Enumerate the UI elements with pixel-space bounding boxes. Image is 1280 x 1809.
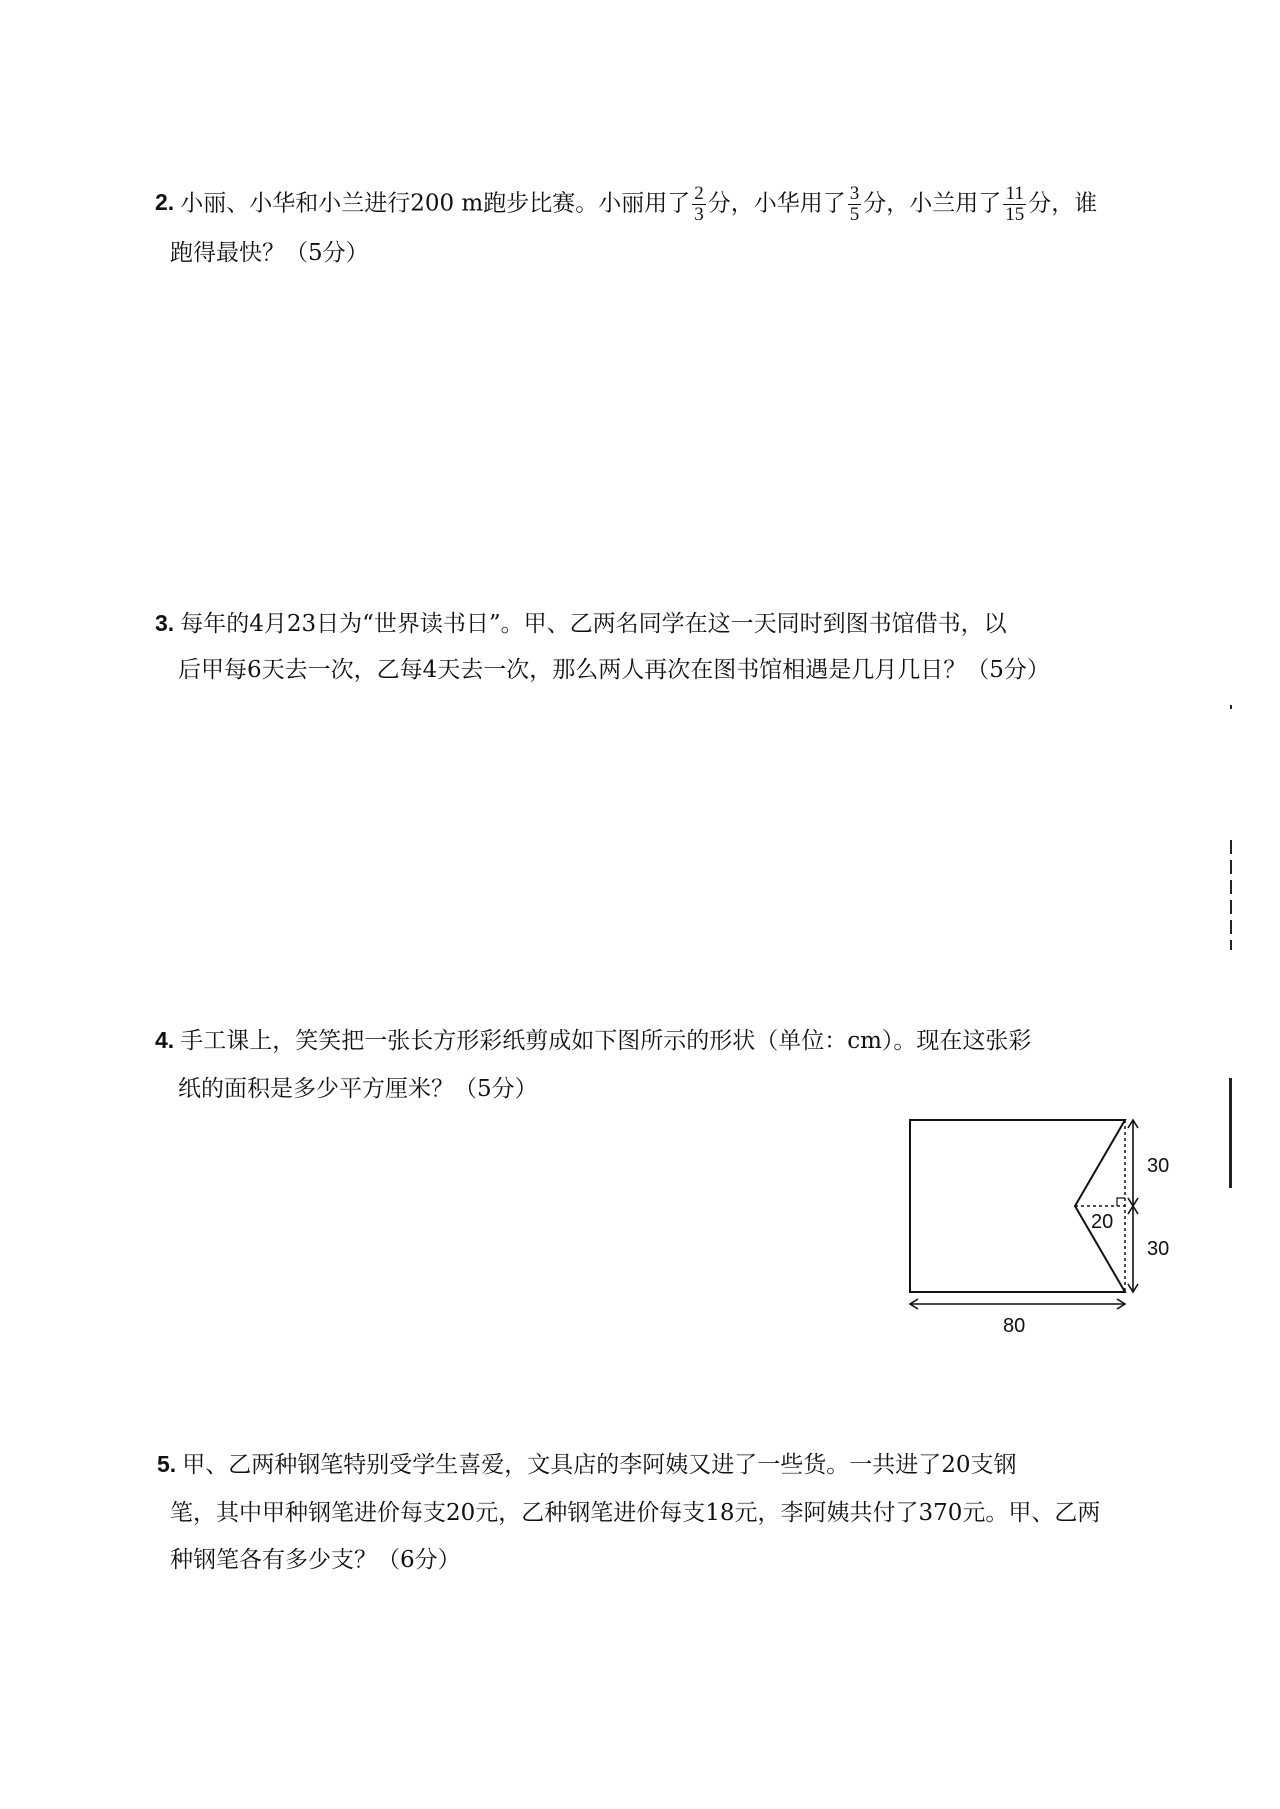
fraction-numerator: 11 bbox=[1003, 184, 1026, 205]
q2-text-line2: 跑得最快？（5分） bbox=[170, 240, 369, 266]
q5-text-line3: 种钢笔各有多少支？（6分） bbox=[170, 1547, 461, 1573]
question-4-line-2 bbox=[178, 1078, 538, 1101]
question-5-line-1 bbox=[157, 1453, 1016, 1477]
label-width-80: 80 bbox=[1003, 1315, 1026, 1337]
fraction-denominator: 3 bbox=[694, 203, 704, 225]
q4-text-line1: 手工课上，笑笑把一张长方形彩纸剪成如下图所示的形状（单位：cm）。现在这张彩 bbox=[180, 1028, 1032, 1054]
q2-text-b: 分，小华用了 bbox=[707, 190, 846, 217]
label-top-30: 30 bbox=[1147, 1155, 1170, 1177]
fraction-11-15 bbox=[1003, 184, 1026, 225]
q4-text-line2: 纸的面积是多少平方厘米？（5分） bbox=[178, 1076, 538, 1102]
label-notch-20: 20 bbox=[1091, 1211, 1114, 1233]
q3-text-line2: 后甲每6天去一次，乙每4天去一次，那么两人再次在图书馆相遇是几月几日？（5分） bbox=[178, 657, 1050, 683]
q5-text-line1: 甲、乙两种钢笔特别受学生喜爱，文具店的李阿姨又进了一些货。一共进了20支钢 bbox=[182, 1452, 1017, 1478]
question-3-line-1 bbox=[155, 612, 1007, 636]
q2-text-c: 分，小兰用了 bbox=[863, 190, 1002, 217]
question-5-line-2 bbox=[170, 1502, 1100, 1525]
question-4-number: 4. bbox=[155, 1027, 175, 1053]
q2-text-d: 分，谁 bbox=[1028, 190, 1098, 217]
label-bottom-30: 30 bbox=[1147, 1238, 1170, 1260]
question-2-line-2 bbox=[170, 242, 369, 265]
fraction-denominator: 5 bbox=[849, 203, 860, 225]
question-2-line-1 bbox=[155, 184, 1097, 225]
fraction-3-5 bbox=[848, 184, 862, 225]
fraction-denominator: 15 bbox=[1005, 203, 1025, 225]
fraction-numerator: 3 bbox=[849, 183, 860, 204]
q5-text-line2: 笔，其中甲种钢笔进价每支20元，乙种钢笔进价每支18元，李阿姨共付了370元。甲、乙两 bbox=[170, 1500, 1101, 1526]
scan-edge-mark bbox=[1230, 840, 1232, 950]
paper-shape-outline bbox=[910, 1120, 1125, 1292]
right-angle-mark bbox=[1117, 1198, 1125, 1206]
question-3-line-2 bbox=[178, 659, 1050, 682]
q3-text-line1: 每年的4月23日为“世界读书日”。甲、乙两名同学在这一天同时到图书馆借书，以 bbox=[180, 611, 1007, 637]
question-2-number: 2. bbox=[155, 189, 175, 216]
scan-edge-mark bbox=[1230, 705, 1232, 709]
question-5-number: 5. bbox=[157, 1451, 177, 1477]
fraction-numerator: 2 bbox=[694, 183, 704, 204]
scan-edge-mark bbox=[1229, 1078, 1232, 1188]
paper-shape-figure bbox=[895, 1100, 1175, 1340]
fraction-2-3 bbox=[692, 184, 706, 225]
question-5-line-3 bbox=[170, 1549, 461, 1572]
question-4-line-1 bbox=[155, 1029, 1031, 1053]
q2-text-a: 小丽、小华和小兰进行200 m跑步比赛。小丽用了 bbox=[180, 190, 691, 217]
question-3-number: 3. bbox=[155, 610, 175, 636]
